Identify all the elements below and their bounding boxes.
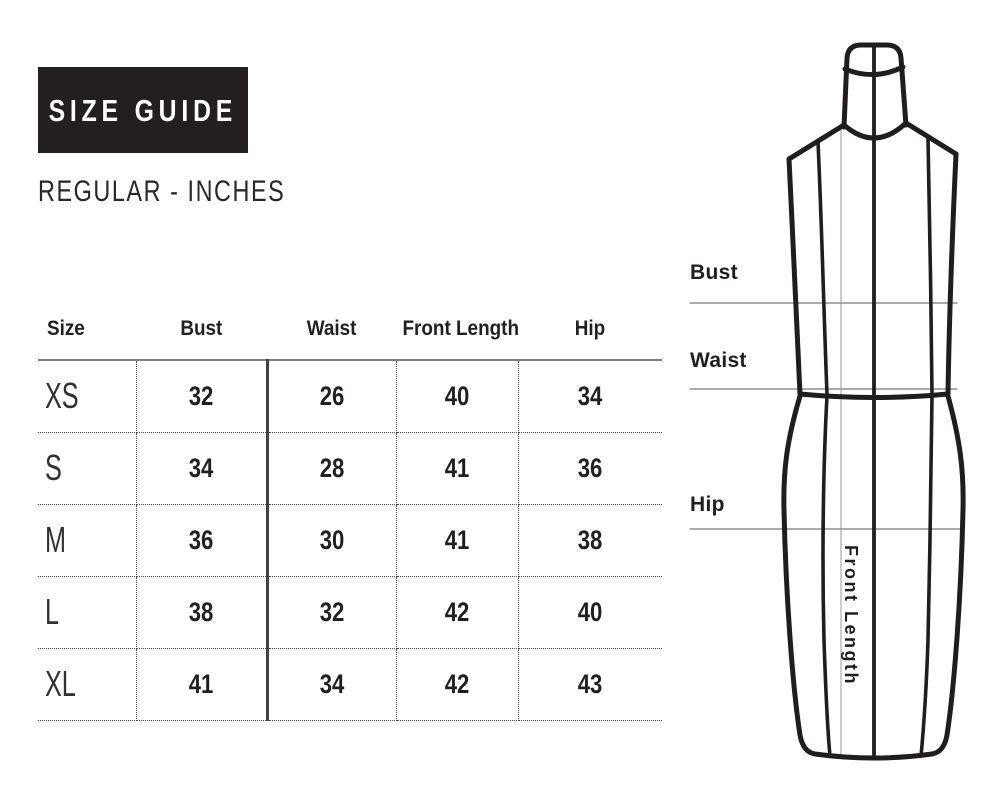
cell-bust: 32 <box>136 360 267 432</box>
cell-waist: 34 <box>267 648 396 720</box>
cell-waist: 26 <box>267 360 396 432</box>
cell-size: L <box>38 576 136 648</box>
cell-bust: 34 <box>136 432 267 504</box>
cell-size: S <box>38 432 136 504</box>
hip-label: Hip <box>690 493 725 516</box>
column-header-waist: Waist <box>267 299 396 360</box>
cell-size: XS <box>38 360 136 432</box>
waist-label: Waist <box>690 349 747 372</box>
front-length-label: Front Length <box>841 545 861 686</box>
cell-hip: 43 <box>518 648 662 720</box>
cell-bust: 38 <box>136 576 267 648</box>
cell-front-length: 41 <box>396 432 518 504</box>
cell-front-length: 42 <box>396 648 518 720</box>
dress-shoulder-right <box>906 123 956 154</box>
cell-front-length: 41 <box>396 504 518 576</box>
cell-hip: 40 <box>518 576 662 648</box>
dress-seam-right-bodice <box>928 138 932 394</box>
cell-bust: 36 <box>136 504 267 576</box>
cell-front-length: 42 <box>396 576 518 648</box>
column-header-front-length: Front Length <box>396 299 518 360</box>
cell-size: XL <box>38 648 136 720</box>
bust-label: Bust <box>690 261 738 284</box>
cell-waist: 30 <box>267 504 396 576</box>
dress-seam-left-skirt <box>823 396 830 756</box>
cell-size: M <box>38 504 136 576</box>
cell-hip: 38 <box>518 504 662 576</box>
cell-front-length: 40 <box>396 360 518 432</box>
dress-bodice-left <box>789 159 800 394</box>
dress-bodice-right <box>948 154 956 394</box>
dress-seam-left-bodice <box>818 142 827 394</box>
cell-waist: 28 <box>267 432 396 504</box>
column-header-bust: Bust <box>136 299 267 360</box>
column-header-hip: Hip <box>518 299 662 360</box>
column-header-size: Size <box>38 299 136 360</box>
cell-bust: 41 <box>136 648 267 720</box>
page-subtitle: REGULAR - INCHES <box>38 175 286 208</box>
cell-hip: 36 <box>518 432 662 504</box>
cell-hip: 34 <box>518 360 662 432</box>
cell-waist: 32 <box>267 576 396 648</box>
dress-seam-right-skirt <box>921 396 932 756</box>
page-title: SIZE GUIDE <box>48 92 238 128</box>
